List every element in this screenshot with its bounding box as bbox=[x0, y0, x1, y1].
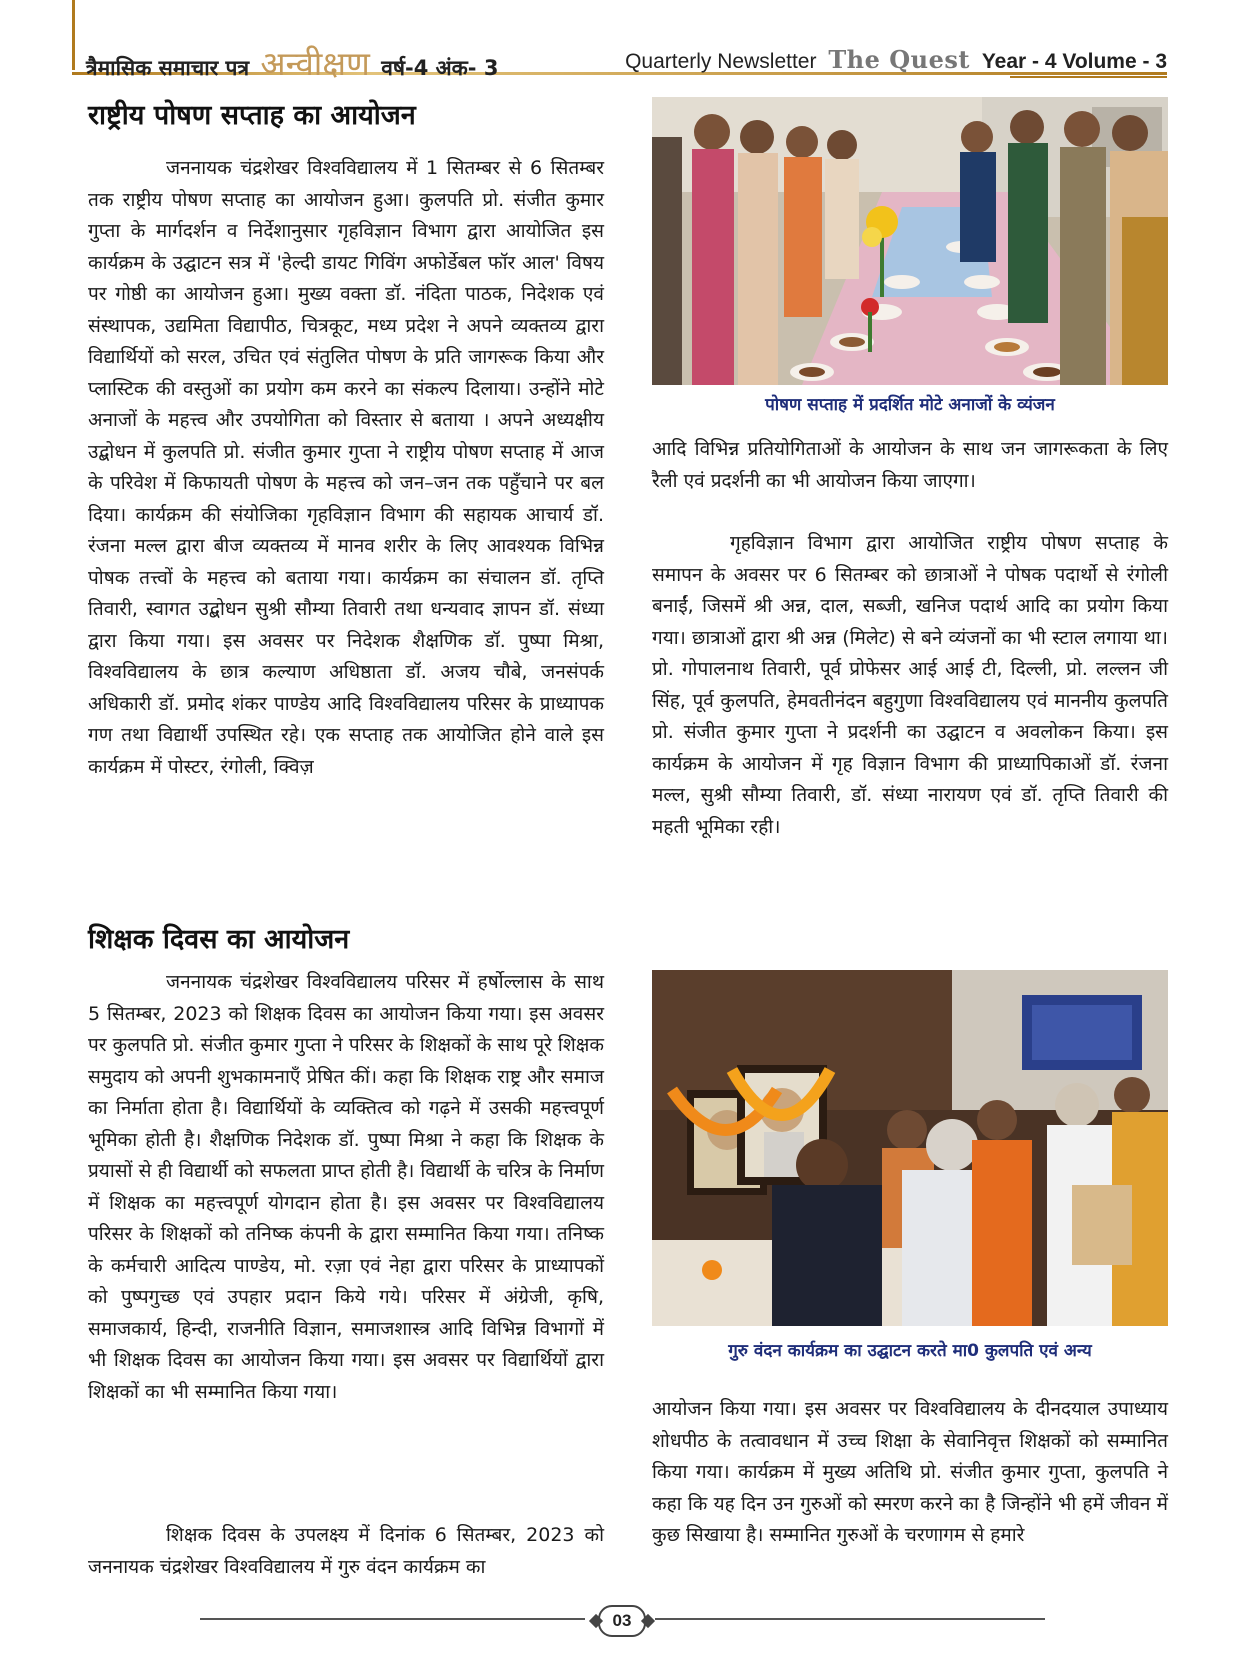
header-english-prefix: Quarterly Newsletter bbox=[625, 50, 817, 73]
page-header bbox=[0, 0, 1241, 82]
header-hindi-title bbox=[86, 40, 498, 85]
article2-paragraph-1: जननायक चंद्रशेखर विश्वविद्यालय परिसर में हर्षोल्लास के साथ 5 सितम्बर, 2023 को शिक्षक दिवस का आयोजन किया गया। इस अवसर पर कुलपति प्रो. संजीत कुमार गुप्ता ने परिसर के शिक्षकों के साथ पूरे शिक्षक समुदाय को अपनी शुभकामनाएँ प्रेषित कीं। कहा कि शिक्षक राष्ट्र और समाज का निर्माता होता है। विद्यार्थियों के व्यक्तित्व को गढ़ने में उसकी महत्त्वपूर्ण भूमिका होती है। शैक्षणिक निदेशक डॉ. पुष्पा मिश्रा ने कहा कि शिक्षक के प्रयासों से ही विद्यार्थी को सफलता प्राप्त होती है। विद्यार्थी के चरित्र के निर्माण में शिक्षक का महत्त्वपूर्ण योगदान होता है। इस अवसर पर विश्वविद्यालय परिसर के शिक्षकों को तनिष्क कंपनी के द्वारा सम्मानित किया गया। तनिष्क के कर्मचारी आदित्य पाण्डेय, मो. रज़ा एवं नेहा द्वारा परिसर के प्राध्यापकों को पुष्पगुच्छ एवं उपहार प्रदान किये गये। परिसर में अंग्रेजी, कृषि, समाजकार्य, हिन्दी, राजनीति विज्ञान, समाजशास्त्र आदि विभिन्न विभागों में भी शिक्षक दिवस का आयोजन किया गया। इस अवसर पर विद्यार्थियों द्वारा शिक्षकों का भी सम्मानित किया गया। bbox=[88, 971, 604, 1403]
header-hindi-brand: अन्वीक्षण bbox=[260, 44, 370, 83]
header-english-brand: The Quest bbox=[828, 45, 970, 74]
header-hindi-prefix: त्रैमासिक समाचार पत्र bbox=[86, 56, 250, 80]
header-hindi-suffix: वर्ष-4 अंक- 3 bbox=[381, 56, 499, 80]
article1-paragraph-3: गृहविज्ञान विभाग द्वारा आयोजित राष्ट्रीय पोषण सप्ताह के समापन के अवसर पर 6 सितम्बर को छात्राओं ने पोषक पदार्थो से रंगोली बनाईं, जिसमें श्री अन्न, दाल, सब्जी, खनिज पदार्थ आदि का प्रयोग किया गया। छात्राओं द्वारा श्री अन्न (मिलेट) से बने व्यंजनों का भी स्टाल लगाया था। प्रो. गोपालनाथ तिवारी, पूर्व प्रोफेसर आई आई टी, दिल्ली, प्रो. लल्लन जी सिंह, पूर्व कुलपति, हेमवतीनंदन बहुगुणा विश्वविद्यालय एवं माननीय कुलपति प्रो. संजीत कुमार गुप्ता ने प्रदर्शनी का उद्घाटन व अवलोकन किया। इस कार्यक्रम के आयोजन में गृह विज्ञान विभाग की प्राध्यापिकाओं डॉ. रंजना मल्ल, सुश्री सौम्या तिवारी, डॉ. संध्या नारायण एवं डॉ. तृप्ति तिवारी की महती भूमिका रही। bbox=[652, 532, 1168, 838]
article1-title: राष्ट्रीय पोषण सप्ताह का आयोजन bbox=[88, 100, 416, 131]
article1-paragraph-2: आदि विभिन्न प्रतियोगिताओं के आयोजन के साथ जन जागरूकता के लिए रैली एवं प्रदर्शनी का भी आयोजन किया जाएगा। bbox=[652, 438, 1168, 492]
article2-title: शिक्षक दिवस का आयोजन bbox=[88, 924, 350, 955]
nutrition-week-photo-illustration bbox=[652, 97, 1168, 385]
article2-paragraph-3: आयोजन किया गया। इस अवसर पर विश्वविद्यालय के दीनदयाल उपाध्याय शोधपीठ के तत्वावधान में उच्च शिक्षा के सेवानिवृत्त शिक्षकों को सम्मानित किया गया। कार्यक्रम में मुख्य अतिथि प्रो. संजीत कुमार गुप्ता, कुलपति ने कहा कि यह दिन उन गुरुओं को स्मरण करने का है जिन्होंने भी हमें जीवन में कुछ सिखाया है। सम्मानित गुरुओं के चरणागम से हमारे bbox=[652, 1398, 1168, 1546]
header-rule-accent bbox=[1010, 76, 1167, 78]
header-english-suffix: Year - 4 Volume - 3 bbox=[981, 50, 1167, 73]
header-english-title bbox=[625, 45, 1167, 74]
nutrition-week-photo bbox=[652, 97, 1168, 385]
page-number: 03 bbox=[598, 1605, 646, 1637]
guru-vandan-photo-illustration bbox=[652, 970, 1168, 1326]
nutrition-week-photo-caption: पोषण सप्ताह में प्रदर्शित मोटे अनाजों के व्यंजन bbox=[765, 395, 1055, 415]
footer-rule-right bbox=[655, 1618, 1045, 1620]
article1-paragraph-1: जननायक चंद्रशेखर विश्वविद्यालय में 1 सितम्बर से 6 सितम्बर तक राष्ट्रीय पोषण सप्ताह का आयोजन हुआ। कुलपति प्रो. संजीत कुमार गुप्ता के मार्गदर्शन व निर्देशानुसार गृहविज्ञान विभाग द्वारा आयोजित इस कार्यक्रम के उद्घाटन सत्र में 'हेल्दी डायट गिविंग अफोर्डेबल फॉर आल' विषय पर गोष्ठी का आयोजन हुआ। मुख्य वक्ता डॉ. नंदिता पाठक, निदेशक एवं संस्थापक, उद्यमिता विद्यापीठ, चित्रकूट, मध्य प्रदेश ने अपने व्यक्तव्य द्वारा विद्यार्थियों को सरल, उचित एवं संतुलित पोषण के प्रति जागरूक किया और प्लास्टिक की वस्तुओं का प्रयोग कम करने का संकल्प दिलाया। उन्होंने मोटे अनाजों के महत्त्व और उपयोगिता को विस्तार से बताया । अपने अध्यक्षीय उद्बोधन में कुलपति प्रो. संजीत कुमार गुप्ता ने राष्ट्रीय पोषण सप्ताह में आज के परिवेश में किफायती पोषण के महत्त्व को जन–जन तक पहुँचाने पर बल दिया। कार्यक्रम की संयोजिका गृहविज्ञान विभाग की सहायक आचार्य डॉ. रंजना मल्ल द्वारा बीज व्यक्तव्य में मानव शरीर के लिए आवश्यक विभिन्न पोषक तत्त्वों के महत्त्व को बताया गया। कार्यक्रम का संचालन डॉ. तृप्ति तिवारी, स्वागत उद्बोधन सुश्री सौम्या तिवारी तथा धन्यवाद ज्ञापन डॉ. संध्या द्वारा किया गया। इस अवसर पर निदेशक शैक्षणिक डॉ. पुष्पा मिश्रा, विश्वविद्यालय के छात्र कल्याण अधिष्ठाता डॉ. अजय चौबे, जनसंपर्क अधिकारी डॉ. प्रमोद शंकर पाण्डेय आदि विश्वविद्यालय परिसर के प्राध्यापक गण तथा विद्यार्थी उपस्थित रहे। एक सप्ताह तक आयोजित होने वाले इस कार्यक्रम में पोस्टर, रंगोली, क्विज़ bbox=[88, 157, 604, 778]
guru-vandan-photo-caption: गुरु वंदन कार्यक्रम का उद्घाटन करते मा0 कुलपति एवं अन्य bbox=[728, 1341, 1092, 1361]
header-vertical-rule bbox=[72, 0, 75, 70]
guru-vandan-photo bbox=[652, 970, 1168, 1326]
footer-rule-left bbox=[200, 1618, 585, 1620]
article2-paragraph-2: शिक्षक दिवस के उपलक्ष्य में दिनांक 6 सितम्बर, 2023 को जननायक चंद्रशेखर विश्वविद्यालय में गुरु वंदन कार्यक्रम का bbox=[88, 1524, 604, 1578]
